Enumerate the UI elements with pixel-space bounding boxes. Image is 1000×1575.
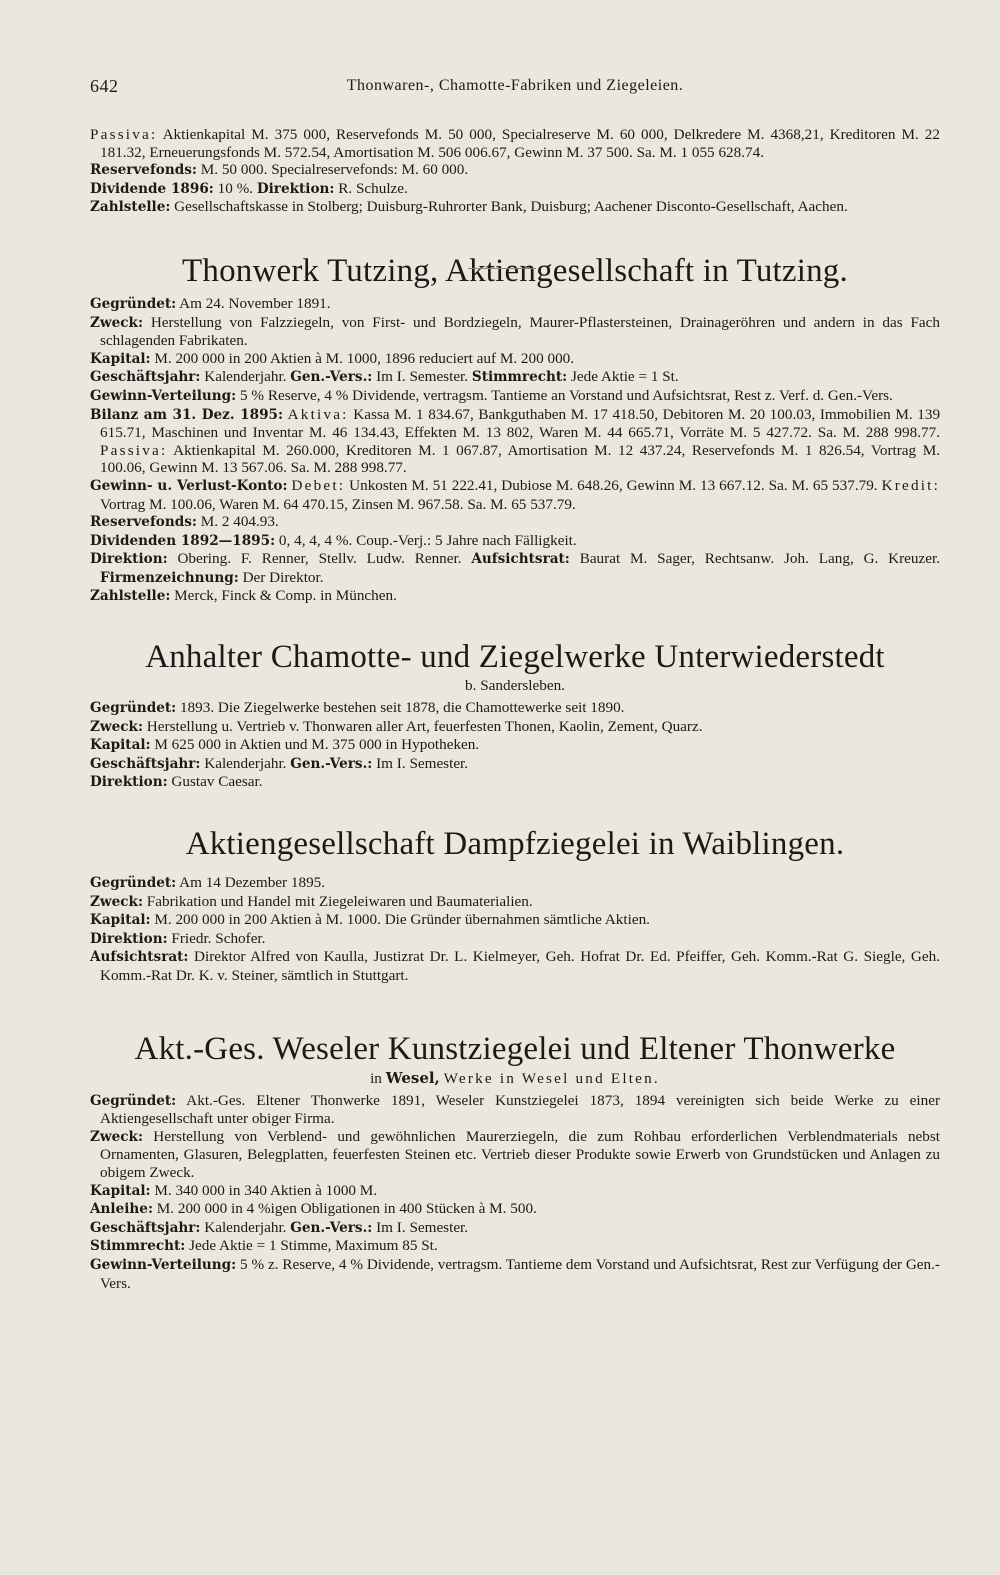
fiscal-line <box>90 755 940 774</box>
paying-text: Merck, Finck & Comp. in München. <box>174 587 397 605</box>
company-entry-anhalter <box>90 699 940 792</box>
kredit-text: Vortrag M. 100.06, Waren M. 64 470.15, Zinsen M. 967.58. Sa. M. 65 537.79. <box>100 495 576 513</box>
profit-line <box>90 387 940 406</box>
purpose-label: Zweck: <box>90 1128 143 1145</box>
capital-text: M. 200 000 in 200 Aktien à M. 1000, 1896 reduciert auf M. 200 000. <box>154 349 575 367</box>
founded-label: Gegründet: <box>90 1092 177 1109</box>
reserve-text: M. 50 000. Specialreservefonds: M. 60 000. <box>200 161 469 179</box>
dividend-label: Dividende 1896: <box>90 180 214 197</box>
paying-line <box>90 587 940 606</box>
sub-city: Wesel, <box>385 1068 440 1087</box>
vote-line <box>90 1237 940 1256</box>
purpose-label: Zweck: <box>90 893 143 910</box>
company-subheading-anhalter: b. Sandersleben. <box>465 677 565 695</box>
prev-company-entry <box>90 126 940 217</box>
purpose-line <box>90 314 940 350</box>
fiscal-text: Kalenderjahr. <box>204 1218 287 1236</box>
fiscal-label: Geschäftsjahr: <box>90 369 201 386</box>
capital-label: Kapital: <box>90 350 151 367</box>
signature-label: Firmenzeichnung: <box>100 569 239 586</box>
fiscal-line <box>90 368 940 387</box>
page-number: 642 <box>90 76 119 96</box>
aktiva-text: Kassa M. 1 834.67, Bankguthaben M. 17 418.50, Debitoren M. 20 100.03, Immobilien M. 139 615.71, Maschinen und Inventar M. 46 134.43, Effekten M. 13 802, Waren M. 44 665.71, Vorräte M. 5 427.72. Sa. M. 288 998.77. <box>100 405 941 442</box>
vote-text: Jede Aktie = 1 Stimme, Maximum 85 St. <box>189 1237 438 1255</box>
board-text: Direktor Alfred von Kaulla, Justizrat Dr. L. Kielmeyer, Geh. Hofrat Dr. Ed. Pfeiffer, Geh. Komm.-Rat G. Siegle, Geh. Komm.-Rat Dr. K. v. Steiner, sämtlich in Stuttgart. <box>100 948 940 984</box>
loan-label: Anleihe: <box>90 1201 153 1218</box>
capital-text: M 625 000 in Aktien und M. 375 000 in Hypotheken. <box>154 736 480 754</box>
direction-label: Direktion: <box>90 551 168 568</box>
founded-text: Akt.-Ges. Eltener Thonwerke 1891, Weseler Kunstziegelei 1873, 1894 vereinigten sich beide Werke zu einer Aktiengesellschaft unter obiger Firma. <box>100 1091 941 1128</box>
founded-line <box>90 1092 940 1128</box>
reserve-label: Reservefonds: <box>90 514 197 531</box>
board-line <box>90 948 940 984</box>
profit-label: Gewinn-Verteilung: <box>90 1256 237 1273</box>
direction-label: Direktion: <box>90 774 168 791</box>
profit-text: 5 % z. Reserve, 4 % Dividende, vertragsm. Tantieme dem Vorstand und Aufsichtsrat, Rest zur Verfügung der Gen.-Vers. <box>100 1255 940 1292</box>
founded-line <box>90 874 940 893</box>
founded-text: Am 24. November 1891. <box>179 294 331 312</box>
capital-label: Kapital: <box>90 1182 151 1199</box>
reserve-text: M. 2 404.93. <box>200 513 279 531</box>
company-heading-waiblingen: Aktiengesellschaft Dampfziegelei in Waiblingen. <box>185 826 845 863</box>
dividends-text: 0, 4, 4, 4 %. Coup.-Verj.: 5 Jahre nach Fälligkeit. <box>278 531 577 549</box>
direction-text: Gustav Caesar. <box>171 773 263 791</box>
fiscal-line <box>90 1219 940 1238</box>
purpose-text: Herstellung von Falzziegeln, von First- und Bordziegeln, Maurer-Pflastersteinen, Drainageröhren und andern in das Fach schlagenden Fabrikaten. <box>100 313 941 350</box>
assembly-label: Gen.-Vers.: <box>290 755 373 772</box>
founded-line <box>90 699 940 718</box>
founded-label: Gegründet: <box>90 295 177 312</box>
signature-text: Der Direktor. <box>242 568 324 586</box>
capital-text: M. 340 000 in 340 Aktien à 1000 M. <box>154 1181 378 1199</box>
purpose-text: Herstellung von Verblend- und gewöhnlichen Maurerziegeln, die zum Rohbau erforderlichen Verblendmaterials nebst Ornamenten, Glasuren, Belegplatten, feuerfesten Steinen etc. Vertrieb dieser Produkte sowie Erwerb von Grundstücken und Anlagen zu obigem Zweck. <box>100 1127 941 1181</box>
vote-label: Stimmrecht: <box>90 1238 186 1255</box>
direction-label: Direktion: <box>256 180 335 197</box>
sub-rest: Werke in Wesel und Elten. <box>443 1069 660 1087</box>
purpose-label: Zweck: <box>90 718 143 735</box>
company-heading-anhalter: Anhalter Chamotte- und Ziegelwerke Unterwiederstedt <box>145 639 885 676</box>
direction-text: Obering. F. Renner, Stellv. Ludw. Renner. <box>177 550 462 568</box>
pl-line <box>90 477 940 513</box>
capital-line <box>90 911 940 930</box>
vote-text: Jede Aktie = 1 St. <box>570 368 679 386</box>
company-entry-wesel <box>90 1092 940 1293</box>
pl-label: Gewinn- u. Verlust-Konto: <box>90 477 288 494</box>
purpose-line <box>90 1128 940 1182</box>
capital-line <box>90 736 940 755</box>
purpose-text: Herstellung u. Vertrieb v. Thonwaren aller Art, feuerfesten Thonen, Kaolin, Zement, Quarz. <box>146 717 703 735</box>
founded-label: Gegründet: <box>90 875 177 892</box>
founded-text: Am 14 Dezember 1895. <box>179 874 326 892</box>
running-title: Thonwaren-, Chamotte-Fabriken und Ziegeleien. <box>346 77 684 94</box>
reserve-label: Reservefonds: <box>90 162 197 179</box>
capital-label: Kapital: <box>90 912 151 929</box>
passiva-text: Aktienkapital M. 375 000, Reservefonds M. 50 000, Specialreserve M. 60 000, Delkredere M. 4368,21, Kreditoren M. 22 181.32, Erneuerungsfonds M. 572.54, Amortisation M. 506 006.67, Gewinn M. 37 500. Sa. M. 1 055 628.74. <box>100 126 940 161</box>
assembly-label: Gen.-Vers.: <box>290 369 373 386</box>
capital-line <box>90 350 940 369</box>
company-subheading-wesel <box>90 1069 940 1088</box>
profit-text: 5 % Reserve, 4 % Dividende, vertragsm. Tantieme an Vorstand und Aufsichtsrat, Rest z. Verf. d. Gen.-Vers. <box>240 386 893 404</box>
direction-text: Friedr. Schofer. <box>171 929 266 947</box>
passiva-line <box>90 126 940 161</box>
purpose-label: Zweck: <box>90 314 143 331</box>
balance-label: Bilanz am 31. Dez. 1895: <box>90 406 284 423</box>
direction-line <box>90 930 940 949</box>
vote-label: Stimmrecht: <box>471 369 568 386</box>
board-text: Baurat M. Sager, Rechtsanw. Joh. Lang, G. Kreuzer. <box>579 550 941 568</box>
purpose-line <box>90 893 940 912</box>
fiscal-label: Geschäftsjahr: <box>90 755 201 772</box>
direction-label: Direktion: <box>90 930 168 947</box>
dividends-line <box>90 532 940 551</box>
fiscal-text: Kalenderjahr. <box>204 754 287 772</box>
dividend-line <box>90 180 940 199</box>
company-entry-waiblingen <box>90 874 940 985</box>
board-label: Aufsichtsrat: <box>90 949 189 966</box>
debet-label: Debet: <box>291 476 346 494</box>
reserve-line <box>90 161 940 180</box>
company-entry-tutzing <box>90 295 940 606</box>
profit-line <box>90 1256 940 1292</box>
paying-line <box>90 198 940 217</box>
debet-text: Unkosten M. 51 222.41, Dubiose M. 648.26, Gewinn M. 13 667.12. Sa. M. 65 537.79. <box>349 476 878 494</box>
dividends-label: Dividenden 1892—1895: <box>90 532 276 549</box>
passiva-text: Aktienkapital M. 260.000, Kreditoren M. 1 067.87, Amortisation M. 12 437.24, Reservefonds M. 1 826.54, Vortrag M. 100.06, Gewinn M. 13 567.06. Sa. M. 288 998.77. <box>100 441 940 477</box>
running-head <box>90 76 940 104</box>
loan-line <box>90 1200 940 1219</box>
founded-line <box>90 295 940 314</box>
direction-line <box>90 773 940 792</box>
capital-label: Kapital: <box>90 737 151 754</box>
passiva-label: Passiva: <box>90 126 158 143</box>
fiscal-text: Kalenderjahr. <box>204 368 287 386</box>
fiscal-label: Geschäftsjahr: <box>90 1219 201 1236</box>
kredit-label: Kredit: <box>881 476 940 494</box>
aktiva-label: Aktiva: <box>287 405 349 423</box>
passiva-label: Passiva: <box>100 441 168 459</box>
founded-label: Gegründet: <box>90 700 177 717</box>
assembly-text: Im I. Semester. <box>376 368 469 386</box>
direction-text: R. Schulze. <box>338 179 408 197</box>
capital-line <box>90 1182 940 1201</box>
sub-prefix: in <box>370 1069 382 1087</box>
assembly-text: Im I. Semester. <box>376 754 469 772</box>
dividend-text: 10 %. <box>217 179 254 197</box>
board-label: Aufsichtsrat: <box>471 551 570 568</box>
profit-label: Gewinn-Verteilung: <box>90 387 237 404</box>
balance-line <box>90 406 940 477</box>
separator-rule <box>468 268 536 269</box>
direction-line <box>90 550 940 587</box>
purpose-text: Fabrikation und Handel mit Ziegeleiwaren und Baumaterialien. <box>146 892 533 910</box>
assembly-text: Im I. Semester. <box>376 1218 469 1236</box>
capital-text: M. 200 000 in 200 Aktien à M. 1000. Die Gründer übernahmen sämtliche Aktien. <box>154 911 650 929</box>
paying-label: Zahlstelle: <box>90 588 171 605</box>
founded-text: 1893. Die Ziegelwerke bestehen seit 1878, die Chamottewerke seit 1890. <box>179 699 625 717</box>
purpose-line <box>90 718 940 737</box>
company-heading-tutzing: Thonwerk Tutzing, Aktiengesellschaft in Tutzing. <box>182 252 848 289</box>
reserve-line <box>90 513 940 532</box>
company-heading-wesel: Akt.-Ges. Weseler Kunstziegelei und Eltener Thonwerke <box>134 1030 896 1067</box>
loan-text: M. 200 000 in 4 %igen Obligationen in 400 Stücken à M. 500. <box>156 1200 537 1218</box>
paying-label: Zahlstelle: <box>90 199 171 216</box>
paying-text: Gesellschaftskasse in Stolberg; Duisburg-Ruhrorter Bank, Duisburg; Aachener Disconto-Gesellschaft, Aachen. <box>174 198 848 216</box>
assembly-label: Gen.-Vers.: <box>290 1219 373 1236</box>
